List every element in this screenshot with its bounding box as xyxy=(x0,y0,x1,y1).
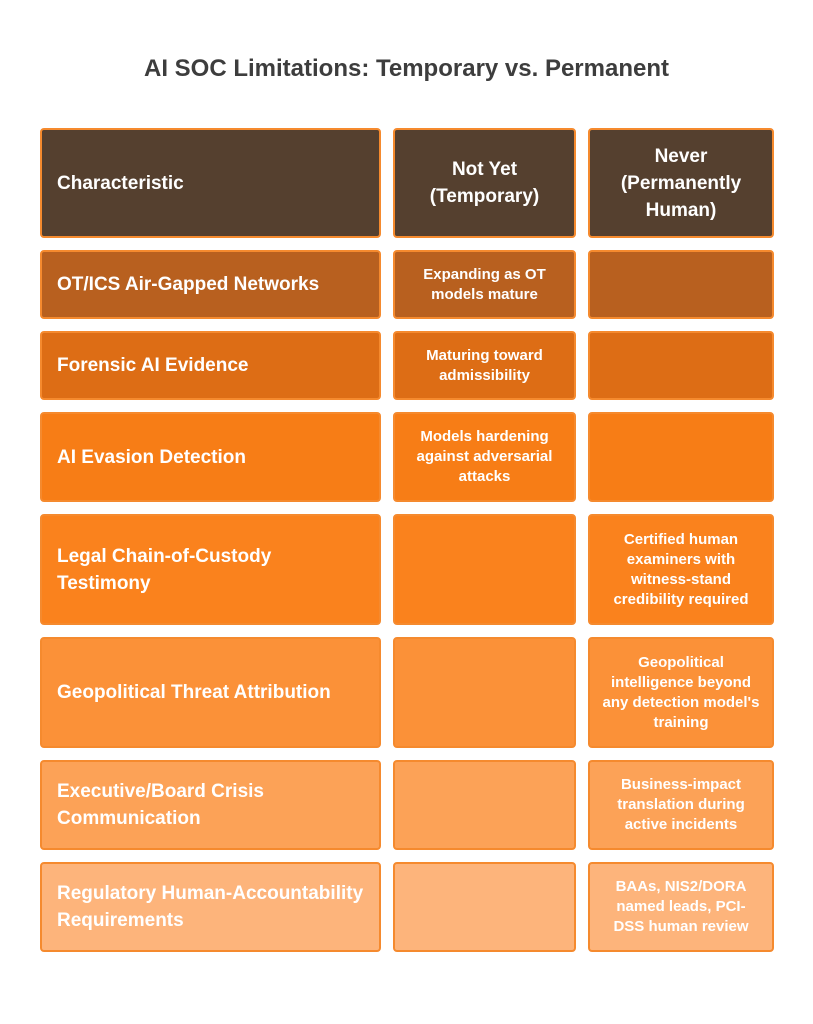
row-never: Geopolitical intelligence beyond any detection model's training xyxy=(588,637,774,748)
row-not-yet xyxy=(393,862,576,952)
row-not-yet xyxy=(393,760,576,850)
header-characteristic: Characteristic xyxy=(40,128,381,238)
row-characteristic: Forensic AI Evidence xyxy=(40,331,381,400)
row-not-yet xyxy=(393,637,576,748)
comparison-table xyxy=(40,128,774,952)
row-characteristic: OT/ICS Air-Gapped Networks xyxy=(40,250,381,319)
row-characteristic: Executive/Board Crisis Communication xyxy=(40,760,381,850)
row-never xyxy=(588,412,774,502)
row-never: Certified human examiners with witness-stand credibility required xyxy=(588,514,774,625)
row-never: BAAs, NIS2/DORA named leads, PCI-DSS human review xyxy=(588,862,774,952)
row-not-yet xyxy=(393,514,576,625)
row-characteristic: Regulatory Human-Accountability Requirements xyxy=(40,862,381,952)
row-never xyxy=(588,331,774,400)
row-never xyxy=(588,250,774,319)
header-not-yet: Not Yet (Temporary) xyxy=(393,128,576,238)
row-characteristic: Geopolitical Threat Attribution xyxy=(40,637,381,748)
row-characteristic: Legal Chain-of-Custody Testimony xyxy=(40,514,381,625)
page-title: AI SOC Limitations: Temporary vs. Permanent xyxy=(143,55,669,82)
row-never: Business-impact translation during active incidents xyxy=(588,760,774,850)
row-not-yet: Expanding as OT models mature xyxy=(393,250,576,319)
row-not-yet: Models hardening against adversarial attacks xyxy=(393,412,576,502)
row-characteristic: AI Evasion Detection xyxy=(40,412,381,502)
row-not-yet: Maturing toward admissibility xyxy=(393,331,576,400)
header-never: Never (Permanently Human) xyxy=(588,128,774,238)
